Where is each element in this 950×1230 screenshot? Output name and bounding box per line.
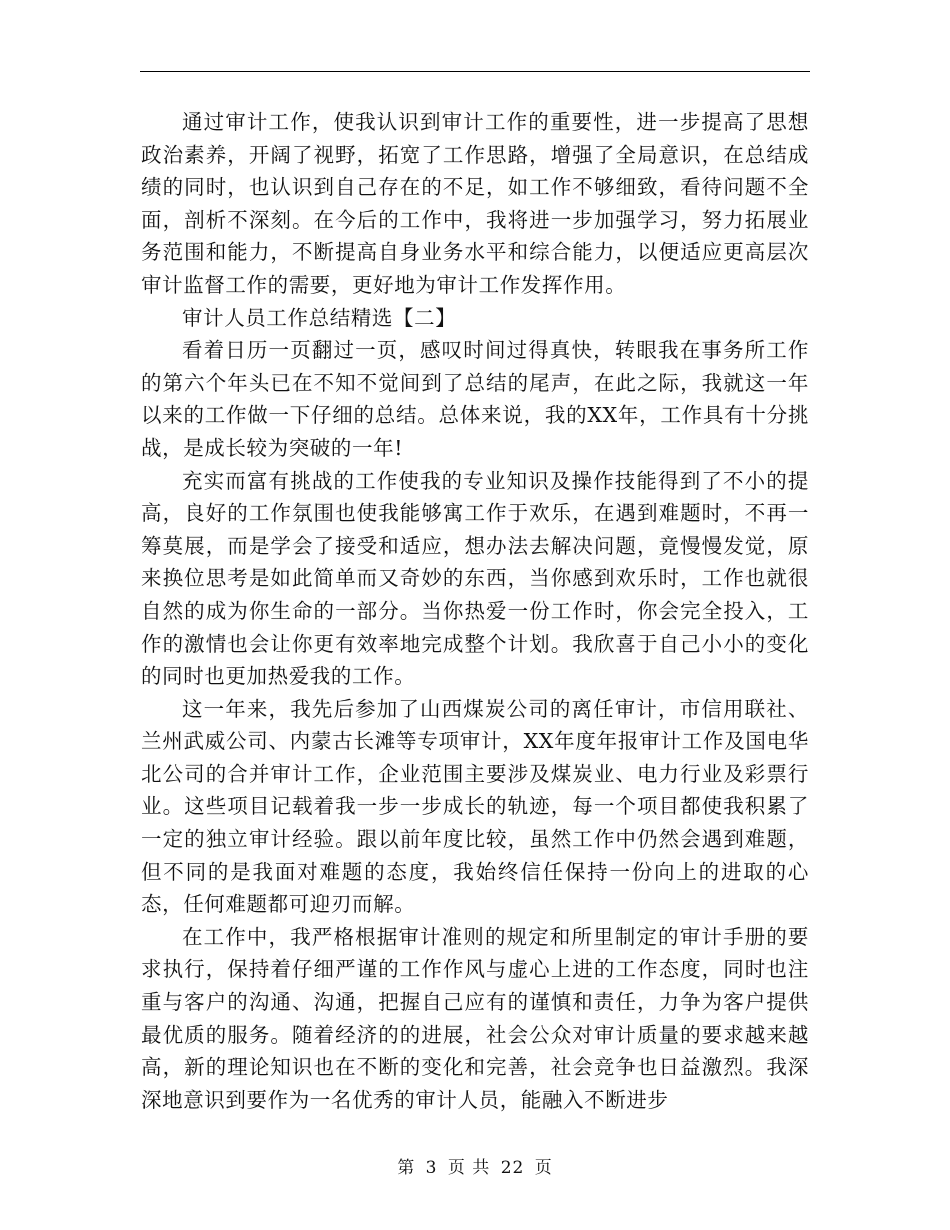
page-number: 3 [425, 1158, 438, 1178]
section-heading: 审计人员工作总结精选【二】 [182, 305, 457, 330]
paragraph: 通过审计工作，使我认识到审计工作的重要性，进一步提高了思想政治素养，开阔了视野，拓宽了工作思路，增强了全局意识，在总结成绩的同时，也认识到自己存在的不足，如工作不够细致，看待问题不全面，剖析不深刻。在今后的工作中，我将进一步加强学习，努力拓展业务范围和能力，不断提高自身业务水平和综合能力，以便适应更高层次审计监督工作的需要，更好地为审计工作发挥作用。 [141, 110, 809, 297]
paragraph: 在工作中，我严格根据审计准则的规定和所里制定的审计手册的要求执行，保持着仔细严谨的工作作风与虚心上进的工作态度，同时也注重与客户的沟通、沟通，把握自己应有的谨慎和责任，力争为客户提供最优质的服务。随着经济的的进展，社会公众对审计质量的要求越来越高，新的理论知识也在不断的变化和完善，社会竞争也日益激烈。我深深地意识到要作为一名优秀的审计人员，能融入不断进步 [141, 924, 809, 1112]
paragraph: 这一年来，我先后参加了山西煤炭公司的离任审计，市信用联社、兰州武威公司、内蒙古长滩等专项审计，XX年度年报审计工作及国电华北公司的合并审计工作，企业范围主要涉及煤炭业、电力行业及彩票行业。这些项目记载着我一步一步成长的轨迹，每一个项目都使我积累了一定的独立审计经验。跟以前年度比较，虽然工作中仍然会遇到难题，但不同的是我面对难题的态度，我始终信任保持一份向上的进取的心态，任何难题都可迎刃而解。 [141, 696, 809, 917]
document-body [141, 106, 809, 1116]
paragraph: 充实而富有挑战的工作使我的专业知识及操作技能得到了不小的提高，良好的工作氛围也使我能够寓工作于欢乐，在遇到难题时，不再一筹莫展，而是学会了接受和适应，想办法去解决问题，竟慢慢发觉，原来换位思考是如此简单而又奇妙的东西，当你感到欢乐时，工作也就很自然的成为你生命的一部分。当你热爱一份工作时，你会完全投入，工作的激情也会让你更有效率地完成整个计划。我欣喜于自己小小的变化的同时也更加热爱我的工作。 [141, 468, 809, 689]
footer-middle: 页 共 [447, 1158, 491, 1178]
header-rule [140, 71, 810, 72]
paragraph: 看着日历一页翻过一页，感叹时间过得真快，转眼我在事务所工作的第六个年头已在不知不觉间到了总结的尾声，在此之际，我就这一年以来的工作做一下仔细的总结。总体来说，我的XX年，工作具有十分挑战，是成长较为突破的一年! [141, 338, 809, 460]
footer-suffix: 页 [534, 1158, 553, 1178]
page-footer [0, 1153, 950, 1178]
footer-prefix: 第 [397, 1158, 416, 1178]
page-total: 22 [500, 1158, 525, 1178]
